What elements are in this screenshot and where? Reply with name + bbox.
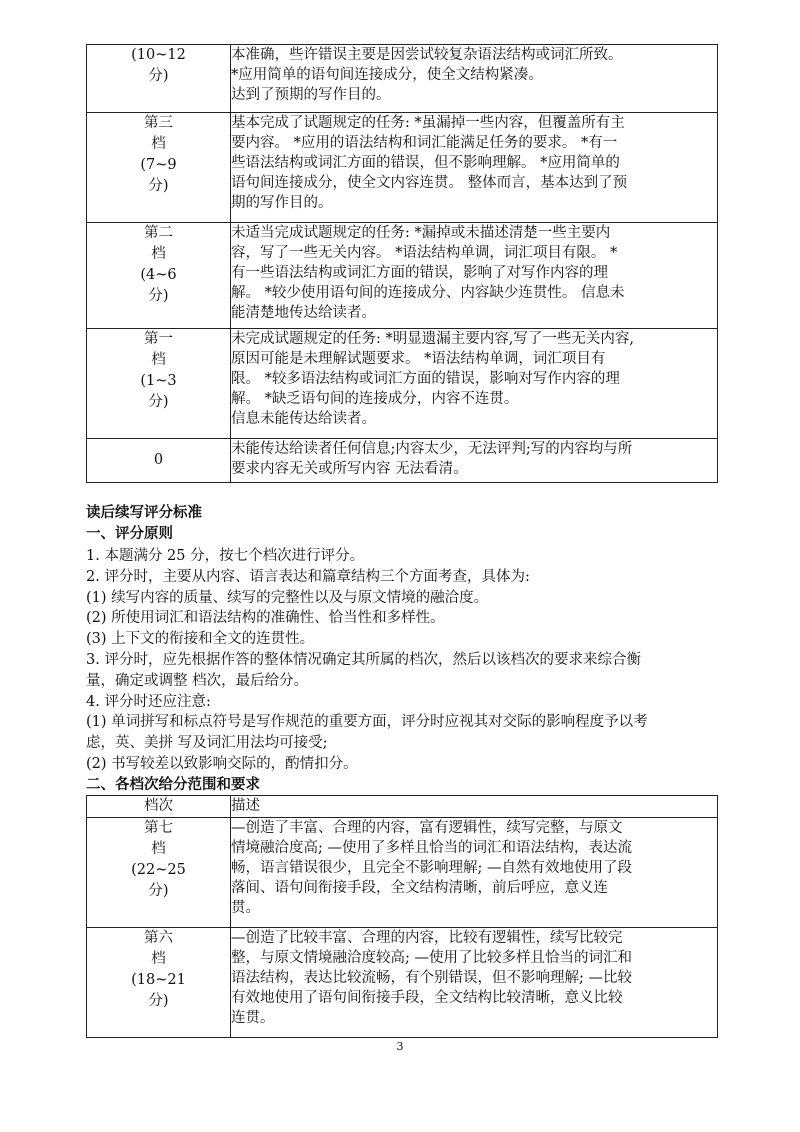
level-text: 档 xyxy=(151,841,166,857)
table-header-row xyxy=(87,796,718,818)
principle-line: (1) 续写内容的质量、续写的完整性以及与原文情境的融洽度。 xyxy=(86,589,489,606)
description-line: 本准确，些许错误主要是因尝试较复杂语法结构或词汇所致。 xyxy=(231,47,623,63)
level-text: 分) xyxy=(148,288,169,304)
level-text: (1~3 xyxy=(140,373,177,389)
level-text: (4~6 xyxy=(140,267,177,283)
level-text: 分) xyxy=(148,68,169,84)
description-cell xyxy=(231,439,718,483)
level-text: (18~21 xyxy=(131,972,186,988)
level-cell xyxy=(87,223,231,329)
description-line: 能清楚地传达给读者。 xyxy=(231,305,376,321)
level-text: (7~9 xyxy=(140,157,177,173)
description-cell xyxy=(231,329,718,439)
level-text: 第六 xyxy=(144,930,173,946)
continuation-writing-section xyxy=(86,503,726,795)
description-cell xyxy=(231,928,718,1038)
table-row xyxy=(87,818,718,928)
description-line: 信息未能传达给读者。 xyxy=(231,411,376,427)
description-line: 有一些语法结构或词汇方面的错误，影响了对写作内容的理 xyxy=(231,265,608,281)
description-line: 原因可能是未理解试题要求。 *语法结构单调，词汇项目有 xyxy=(231,351,606,367)
levels-title: 二、各档次给分范围和要求 xyxy=(86,776,260,793)
level-text: 档 xyxy=(151,136,166,152)
description-line: 容，写了一些无关内容。 *语法结构单调，词汇项目有限。 * xyxy=(231,245,618,261)
description-line: 解。 *缺乏语句间的连接成分，内容不连贯。 xyxy=(231,391,519,407)
level-cell xyxy=(87,818,231,928)
table-row xyxy=(87,329,718,439)
description-line: 落间、语句间衔接手段，全文结构清晰，前后呼应，意义连 xyxy=(231,880,608,896)
table-row xyxy=(87,928,718,1038)
level-text: 档 xyxy=(151,246,166,262)
description-line: 解。 *较少使用语句间的连接成分、内容缺少连贯性。 信息未 xyxy=(231,285,625,301)
description-line: 未完成试题规定的任务: *明显遗漏主要内容,写了一些无关内容, xyxy=(231,331,634,347)
description-cell xyxy=(231,223,718,329)
description-line: 要求内容无关或所写内容 无法看清。 xyxy=(231,461,468,477)
scoring-table-top xyxy=(86,44,718,483)
header-desc: 描述 xyxy=(231,796,718,818)
principle-line: (2) 所使用词汇和语法结构的准确性、恰当性和多样性。 xyxy=(86,610,445,627)
description-line: 些语法结构或词汇方面的错误，但不影响理解。 *应用简单的 xyxy=(231,155,620,171)
description-line: 贯。 xyxy=(231,900,260,916)
level-cell xyxy=(87,329,231,439)
level-text: 分) xyxy=(148,394,169,410)
description-line: 整，与原文情境融洽度较高; —使用了比较多样且恰当的词汇和 xyxy=(231,950,632,966)
principle-line: (2) 书写较差以致影响交际的，酌情扣分。 xyxy=(86,755,358,772)
principles-list xyxy=(86,546,726,775)
header-level: 档次 xyxy=(87,796,231,818)
level-text: (22~25 xyxy=(131,862,186,878)
principle-line: (3) 上下文的衔接和全文的连贯性。 xyxy=(86,631,315,648)
description-line: 基本完成了试题规定的任务: *虽漏掉一些内容，但覆盖所有主 xyxy=(231,115,625,131)
table-row xyxy=(87,113,718,223)
description-line: 畅，语言错误很少，且完全不影响理解; —自然有效地使用了段 xyxy=(231,860,632,876)
section-main-title: 读后续写评分标准 xyxy=(86,505,202,521)
level-text: 第一 xyxy=(144,331,173,347)
principle-line: 量，确定或调整 档次，最后给分。 xyxy=(86,672,309,689)
scoring-table-bottom xyxy=(86,795,718,1038)
level-cell xyxy=(87,928,231,1038)
description-line: 期的写作目的。 xyxy=(231,195,333,211)
description-line: 情境融洽度高; —使用了多样且恰当的词汇和语法结构，表达流 xyxy=(231,840,632,856)
principle-line: 4. 评分时还应注意: xyxy=(86,693,211,710)
description-cell xyxy=(231,45,718,113)
description-line: —创造了比较丰富、合理的内容，比较有逻辑性，续写比较完 xyxy=(231,930,623,946)
description-cell xyxy=(231,113,718,223)
level-cell xyxy=(87,439,231,483)
description-line: 语法结构，表达比较流畅，有个别错误，但不影响理解; —比较 xyxy=(231,970,632,986)
description-line: 未能传达给读者任何信息;内容太少，无法评判;写的内容均与所 xyxy=(231,441,633,457)
description-line: 有效地使用了语句间衔接手段，全文结构比较清晰，意义比较 xyxy=(231,990,623,1006)
principles-title: 一、评分原则 xyxy=(86,526,173,542)
description-line: 达到了预期的写作目的。 xyxy=(231,87,391,103)
description-line: *应用简单的语句间连接成分，使全文结构紧凑。 xyxy=(231,67,543,83)
description-cell xyxy=(231,818,718,928)
level-text: 分) xyxy=(148,883,169,899)
page-number: 3 xyxy=(396,1040,404,1053)
description-line: 限。 *较多语法结构或词汇方面的错误，影响对写作内容的理 xyxy=(231,371,620,387)
level-text: 第三 xyxy=(144,115,173,131)
level-cell xyxy=(87,113,231,223)
description-line: 连贯。 xyxy=(231,1010,275,1026)
description-line: 语句间连接成分，使全文内容连贯。 整体而言，基本达到了预 xyxy=(231,175,628,191)
principle-line: 虑，英、美拼 写及词汇用法均可接受; xyxy=(86,735,328,752)
level-text: 0 xyxy=(153,452,164,468)
description-line: 要内容。 *应用的语法结构和词汇能满足任务的要求。 *有一 xyxy=(231,135,618,151)
level-text: 分) xyxy=(148,178,169,194)
table-row xyxy=(87,45,718,113)
level-text: 第二 xyxy=(144,225,173,241)
principle-line: 2. 评分时，主要从内容、语言表达和篇章结构三个方面考查，具体为: xyxy=(86,568,530,585)
level-text: 分) xyxy=(148,993,169,1009)
level-text: 第七 xyxy=(144,820,173,836)
principle-line: 3. 评分时，应先根据作答的整体情况确定其所属的档次，然后以该档次的要求来综合衡 xyxy=(86,651,641,668)
table-row xyxy=(87,223,718,329)
description-line: —创造了丰富、合理的内容，富有逻辑性，续写完整，与原文 xyxy=(231,820,623,836)
level-text: (10~12 xyxy=(131,47,186,63)
level-text: 档 xyxy=(151,951,166,967)
principle-line: 1. 本题满分 25 分，按七个档次进行评分。 xyxy=(86,548,365,564)
description-line: 未适当完成试题规定的任务: *漏掉或未描述清楚一些主要内 xyxy=(231,225,611,241)
principle-line: (1) 单词拼写和标点符号是写作规范的重要方面，评分时应视其对交际的影响程度予以考 xyxy=(86,714,648,731)
table-row xyxy=(87,439,718,483)
level-text: 档 xyxy=(151,352,166,368)
level-cell xyxy=(87,45,231,113)
